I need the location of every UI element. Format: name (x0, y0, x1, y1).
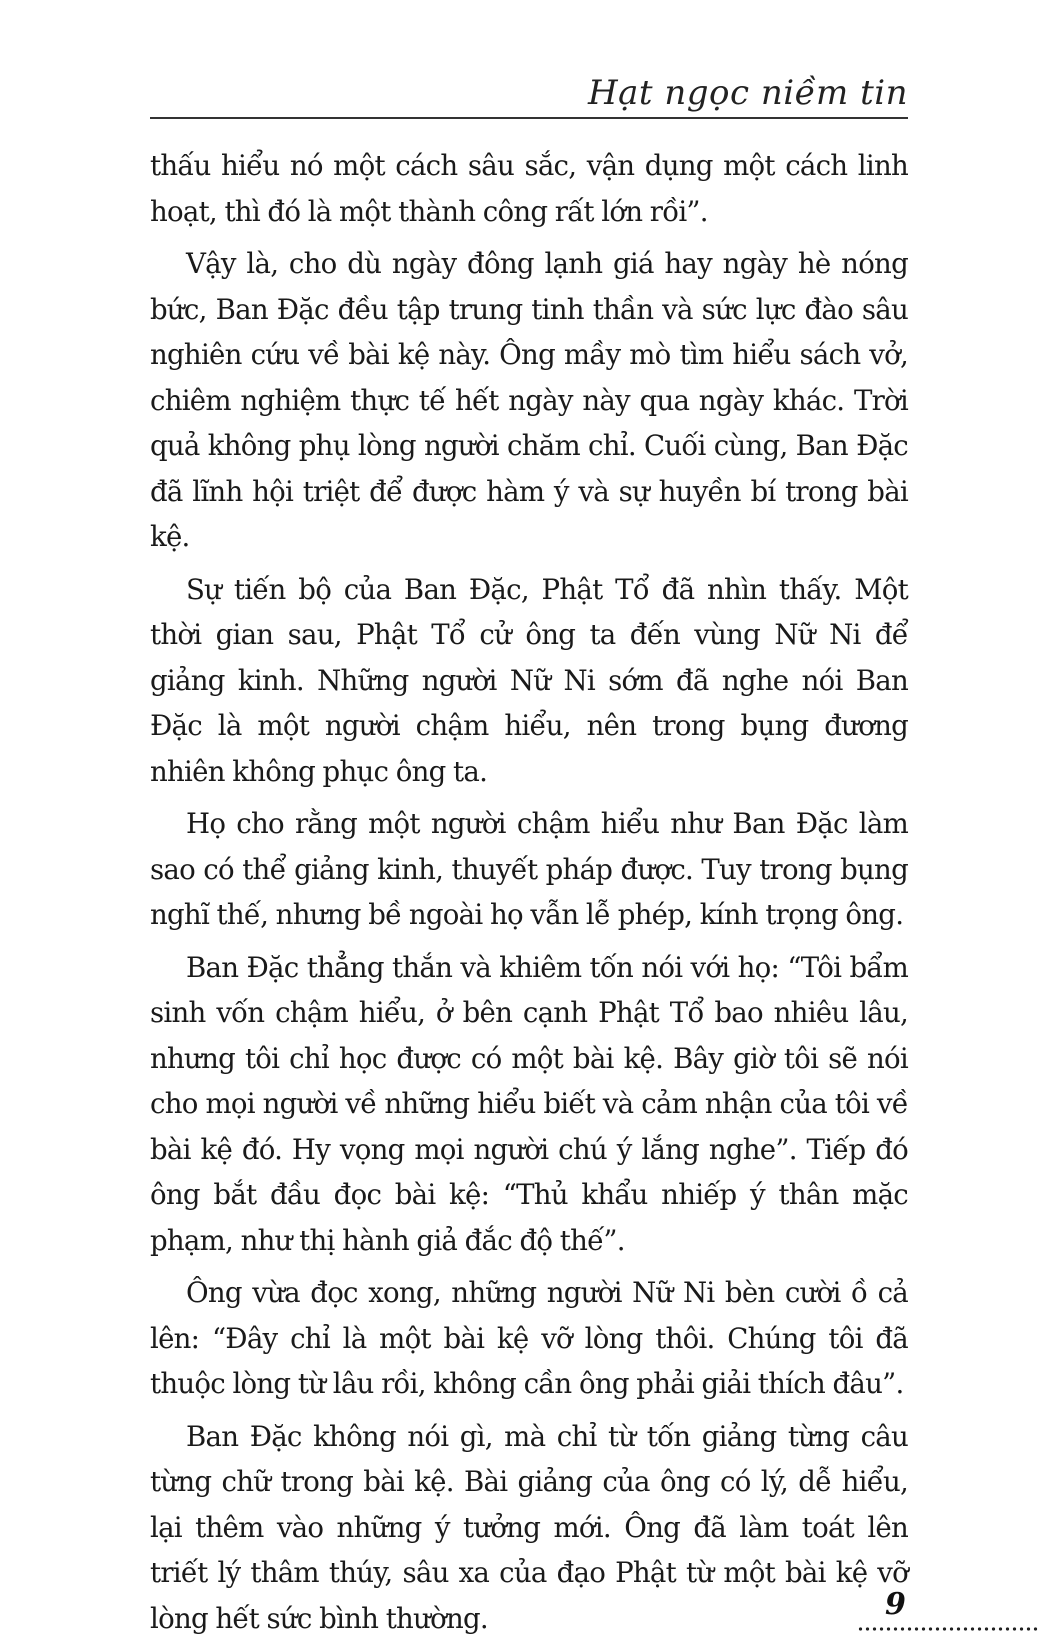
paragraph: Vậy là, cho dù ngày đông lạnh giá hay ngày hè nóng bức, Ban Đặc đều tập trung tinh thần và sức lực đào sâu nghiên cứu về bài kệ này. Ông mầy mò tìm hiểu sách vở, chiêm nghiệm thực tế hết ngày này qua ngày khác. Trời quả không phụ lòng người chăm chỉ. Cuối cùng, Ban Đặc đã lĩnh hội triệt để được hàm ý và sự huyền bí trong bài kệ. (150, 247, 908, 553)
running-header (150, 73, 908, 116)
page-number: 9 (885, 1587, 906, 1622)
paragraph: Sự tiến bộ của Ban Đặc, Phật Tổ đã nhìn thấy. Một thời gian sau, Phật Tổ cử ông ta đến vùng Nữ Ni để giảng kinh. Những người Nữ Ni sớm đã nghe nói Ban Đặc là một người chậm hiểu, nên trong bụng đương nhiên không phục ông ta. (150, 572, 908, 788)
page-footer (857, 1588, 1040, 1646)
header-rule (150, 117, 908, 119)
paragraph: Họ cho rằng một người chậm hiểu như Ban Đặc làm sao có thể giảng kinh, thuyết pháp được. Tuy trong bụng nghĩ thế, nhưng bề ngoài họ vẫn lễ phép, kính trọng ông. (150, 807, 908, 931)
paragraph: Ông vừa đọc xong, những người Nữ Ni bèn cười ồ cả lên: “Đây chỉ là một bài kệ vỡ lòng thôi. Chúng tôi đã thuộc lòng từ lâu rồi, không cần ông phải giải thích đâu”. (150, 1276, 908, 1400)
book-title: Hạt ngọc niềm tin (587, 73, 908, 113)
dotted-leader (857, 1626, 1040, 1632)
paragraph: Ban Đặc không nói gì, mà chỉ từ tốn giảng từng câu từng chữ trong bài kệ. Bài giảng của ông có lý, dễ hiểu, lại thêm vào những ý tưởng mới. Ông đã làm toát lên triết lý thâm thúy, sâu xa của đạo Phật từ một bài kệ vỡ lòng hết sức bình thường. (150, 1419, 908, 1635)
paragraph: thấu hiểu nó một cách sâu sắc, vận dụng một cách linh hoạt, thì đó là một thành công rất lớn rồi”. (150, 149, 908, 228)
body-text (150, 143, 908, 1648)
paragraph: Ban Đặc thẳng thắn và khiêm tốn nói với họ: “Tôi bẩm sinh vốn chậm hiểu, ở bên cạnh Phật Tổ bao nhiêu lâu, nhưng tôi chỉ học được có một bài kệ. Bây giờ tôi sẽ nói cho mọi người về những hiểu biết và cảm nhận của tôi về bài kệ đó. Hy vọng mọi người chú ý lắng nghe”. Tiếp đó ông bắt đầu đọc bài kệ: “Thủ khẩu nhiếp ý thân mặc phạm, như thị hành giả đắc độ thế”. (150, 950, 908, 1257)
